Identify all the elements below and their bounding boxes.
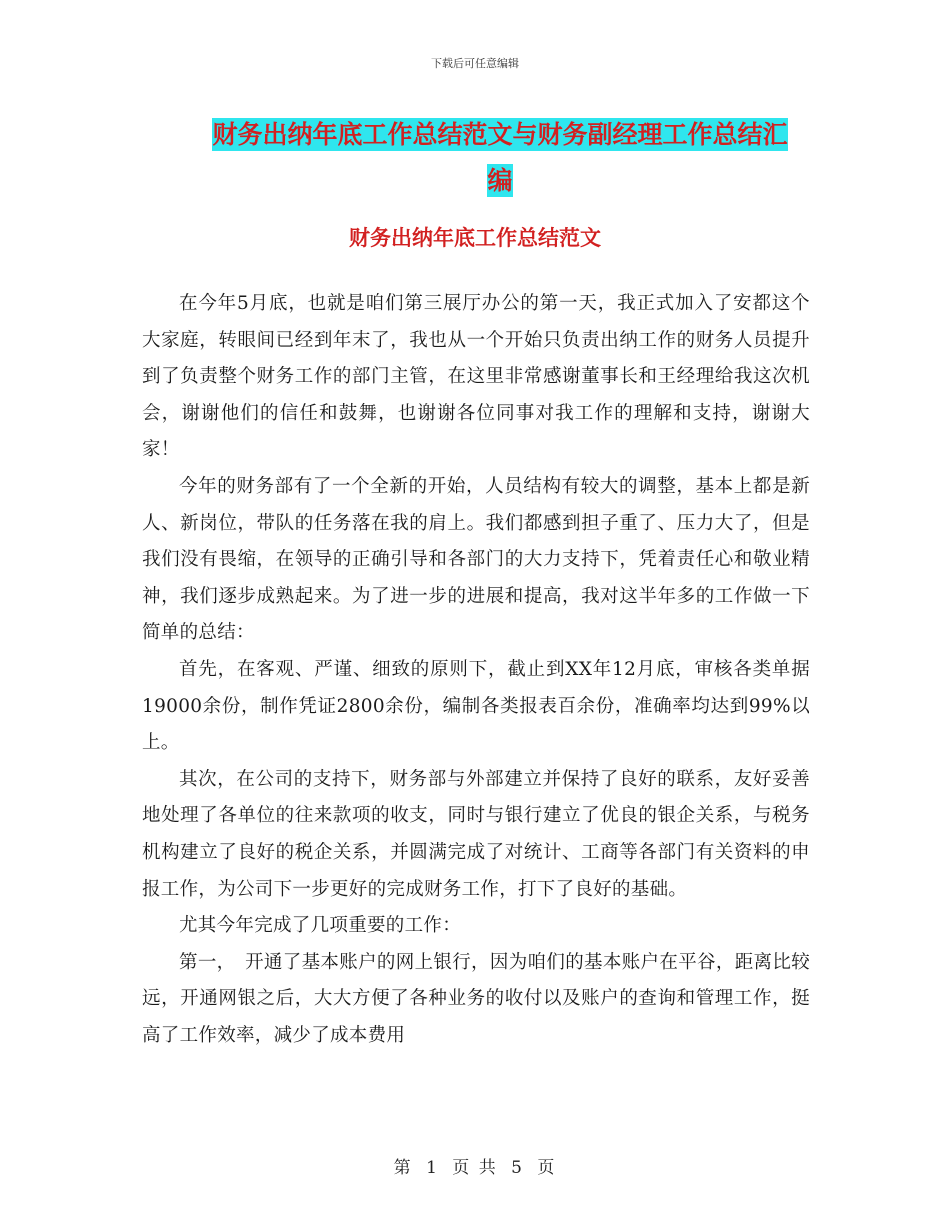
document-title-line-2: 编 [487,166,513,195]
footer-middle: 页 共 [452,1158,498,1178]
paragraph: 其次，在公司的支持下，财务部与外部建立并保持了良好的联系，友好妥善地处理了各单位的往来款项的收支，同时与银行建立了优良的银企关系，与税务机构建立了良好的税企关系，并圆满完成了对统计、工商等各部门有关资料的申报工作，为公司下一步更好的完成财务工作，打下了良好的基础。 [142,768,810,900]
page-footer [0,1153,950,1178]
paragraph: 首先，在客观、严谨、细致的原则下，截止到XX年12月底，审核各类单据19000余份，制作凭证2800余份，编制各类报表百余份，准确率均达到99%以上。 [142,658,810,754]
footer-suffix: 页 [537,1158,557,1178]
body-text [142,286,810,1054]
paragraph: 第一， 开通了基本账户的网上银行，因为咱们的基本账户在平谷，距离比较远，开通网银之后，大大方便了各种业务的收付以及账户的查询和管理工作，挺高了工作效率，减少了成本费用 [142,951,810,1046]
header-note: 下载后可任意编辑 [431,57,519,70]
section-title: 财务出纳年底工作总结范文 [349,226,601,250]
footer-prefix: 第 [393,1158,413,1178]
footer-page-number: 1 [426,1158,439,1178]
paragraph: 今年的财务部有了一个全新的开始，人员结构有较大的调整，基本上都是新人、新岗位，带队的任务落在我的肩上。我们都感到担子重了、压力大了，但是我们没有畏缩，在领导的正确引导和各部门的大力支持下，凭着责任心和敬业精神，我们逐步成熟起来。为了进一步的进展和提高，我对这半年多的工作做一下简单的总结： [142,475,810,644]
footer-total-pages: 5 [511,1158,524,1178]
paragraph: 在今年5月底，也就是咱们第三展厅办公的第一天，我正式加入了安都这个大家庭，转眼间已经到年末了，我也从一个开始只负责出纳工作的财务人员提升到了负责整个财务工作的部门主管，在这里非常感谢董事长和王经理给我这次机会，谢谢他们的信任和鼓舞，也谢谢各位同事对我工作的理解和支持，谢谢大家！ [142,293,810,461]
document-title-line-1: 财务出纳年底工作总结范文与财务副经理工作总结汇 [212,120,788,149]
document-title [150,112,850,204]
paragraph: 尤其今年完成了几项重要的工作： [179,915,462,937]
